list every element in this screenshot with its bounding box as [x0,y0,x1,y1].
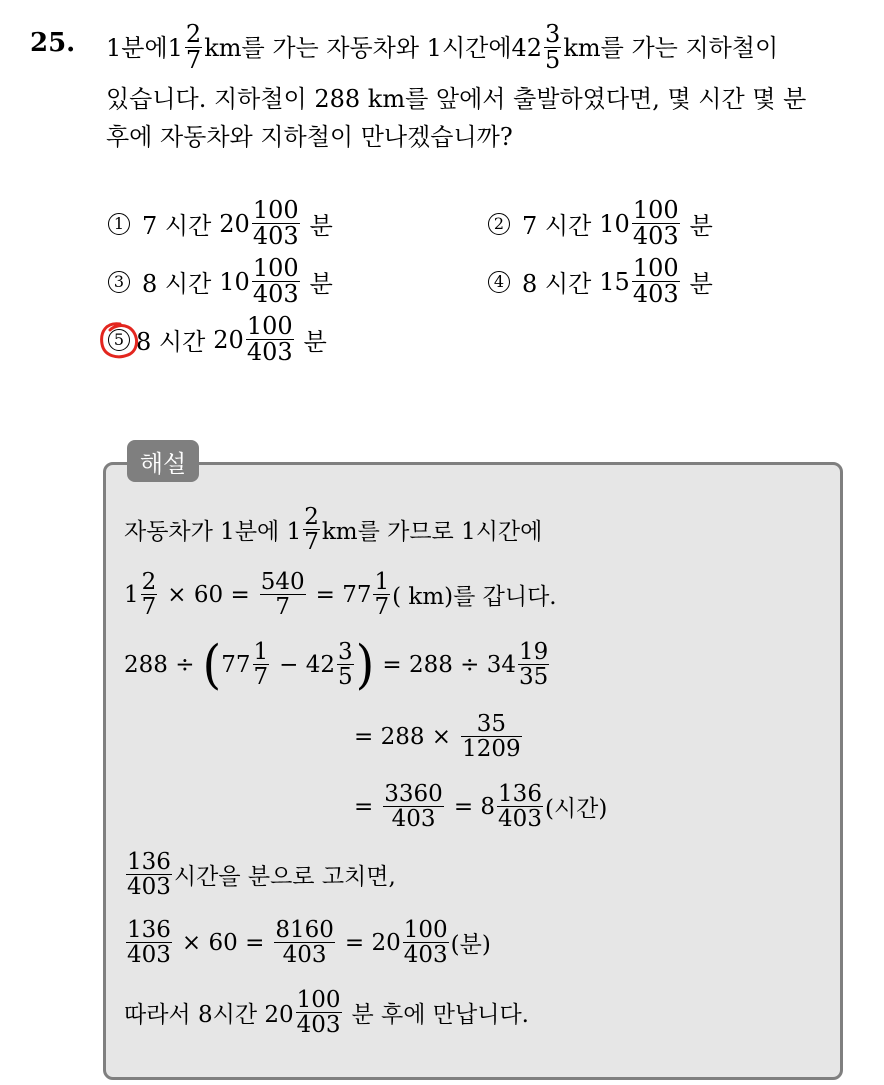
text: = 8 [453,793,496,820]
left-paren: ( [202,633,222,696]
right-paren: ) [355,633,375,696]
numerator: 1 [253,639,269,665]
numerator: 3360 [384,781,443,807]
choice-hours: 8 시간 [136,328,206,357]
numerator: 100 [252,254,299,282]
text: (시간) [544,796,608,823]
denominator: 403 [282,942,327,969]
numerator: 3 [545,20,561,48]
operator: = 77 [315,581,372,608]
operator: × 60 = [167,581,250,608]
question-line-3: 후에 자동차와 지하철이 만나겠습니까? [106,123,513,151]
text: ( km)를 갑니다. [392,584,557,611]
choice-1[interactable] [108,198,333,249]
numerator: 540 [260,569,305,595]
choice-hours: 7 시간 [142,212,212,241]
numerator: 100 [632,196,679,224]
numerator: 8160 [275,917,334,943]
choice-3[interactable] [108,256,333,307]
choice-whole: 10 [599,209,630,238]
text: 시간을 분으로 고치면, [173,864,396,891]
denominator: 403 [252,222,299,251]
choice-whole: 10 [219,267,250,296]
solution-line-1 [124,505,542,554]
choice-unit: 분 [689,212,713,241]
denominator: 7 [185,46,202,75]
numerator: 100 [403,917,448,943]
numerator: 136 [498,781,542,807]
text: = 288 × [354,723,452,750]
numerator: 2 [185,20,202,48]
solution-tag: 해설 [127,440,199,482]
numerator: 35 [476,711,506,737]
denominator: 403 [403,942,448,969]
text: = 20 [344,929,401,956]
text: 따라서 8시간 20 [124,1002,294,1029]
choice-marker: 1 [108,213,130,235]
denominator: 403 [246,338,293,367]
choice-unit: 분 [309,270,333,299]
solution-line-5 [354,782,607,831]
denominator: 403 [632,280,679,309]
choice-hours: 7 시간 [522,212,592,241]
text: = 288 ÷ 34 [382,651,517,678]
numerator: 2 [304,504,319,530]
text: (분) [450,932,491,959]
choice-hours: 8 시간 [142,270,212,299]
whole: 42 [511,33,543,62]
denominator: 403 [252,280,299,309]
denominator: 403 [127,874,171,901]
solution-line-2 [124,570,557,619]
solution-line-4 [354,712,524,761]
denominator: 7 [304,529,319,556]
answer-circle-mark [96,318,144,364]
choice-4[interactable] [488,256,713,307]
whole: 1 [124,581,139,608]
choice-marker: 5 [108,329,130,351]
choice-whole: 15 [599,267,630,296]
numerator: 19 [519,639,549,665]
operator: − 42 [279,651,335,678]
choice-whole: 20 [213,325,244,354]
text: 분 후에 만납니다. [351,1002,529,1029]
denominator: 7 [141,594,157,621]
denominator: 403 [296,1012,341,1039]
denominator: 5 [545,46,561,75]
denominator: 7 [374,594,390,621]
solution-line-7 [124,918,491,967]
question-line-1 [106,22,778,73]
denominator: 5 [338,664,353,691]
numerator: 100 [252,196,299,224]
numerator: 2 [141,569,157,595]
text: km를 가므로 1시간에 [321,519,543,546]
choice-whole: 20 [219,209,250,238]
text: 자동차가 1분에 1 [124,519,302,546]
denominator: 403 [127,942,171,969]
question-text: km를 가는 자동차와 1시간에 [204,33,512,62]
numerator: 3 [338,639,353,665]
denominator: 7 [275,594,290,621]
denominator: 7 [253,664,269,691]
denominator: 1209 [462,736,521,763]
numerator: 136 [127,849,171,875]
question-number: 25. [30,28,76,58]
solution-line-8 [124,988,529,1037]
choice-2[interactable] [488,198,713,249]
numerator: 100 [632,254,679,282]
choice-unit: 분 [689,270,713,299]
denominator: 403 [632,222,679,251]
operator: × 60 = [181,929,265,956]
numerator: 100 [296,987,341,1013]
whole: 77 [221,651,251,678]
question-line-2: 있습니다. 지하철이 288 km를 앞에서 출발하였다면, 몇 시간 몇 분 [106,85,807,113]
solution-line-6 [124,850,396,899]
car-speed-fraction [168,22,205,73]
numerator: 136 [127,917,171,943]
choice-hours: 8 시간 [522,270,592,299]
text: 288 ÷ [124,651,195,678]
choice-marker: 2 [488,213,510,235]
denominator: 403 [498,806,542,833]
whole: 1 [167,33,183,62]
solution-line-3 [124,633,551,696]
numerator: 1 [374,569,390,595]
choice-marker: 4 [488,271,510,293]
question-text: km를 가는 지하철이 [563,33,779,62]
denominator: 35 [519,664,549,691]
text: = [354,793,374,820]
question-text: 1분에 [106,33,168,62]
numerator: 100 [246,312,293,340]
subway-speed-fraction [512,22,564,73]
denominator: 403 [391,806,436,833]
choice-marker: 3 [108,271,130,293]
choice-unit: 분 [309,212,333,241]
choice-unit: 분 [303,328,327,357]
